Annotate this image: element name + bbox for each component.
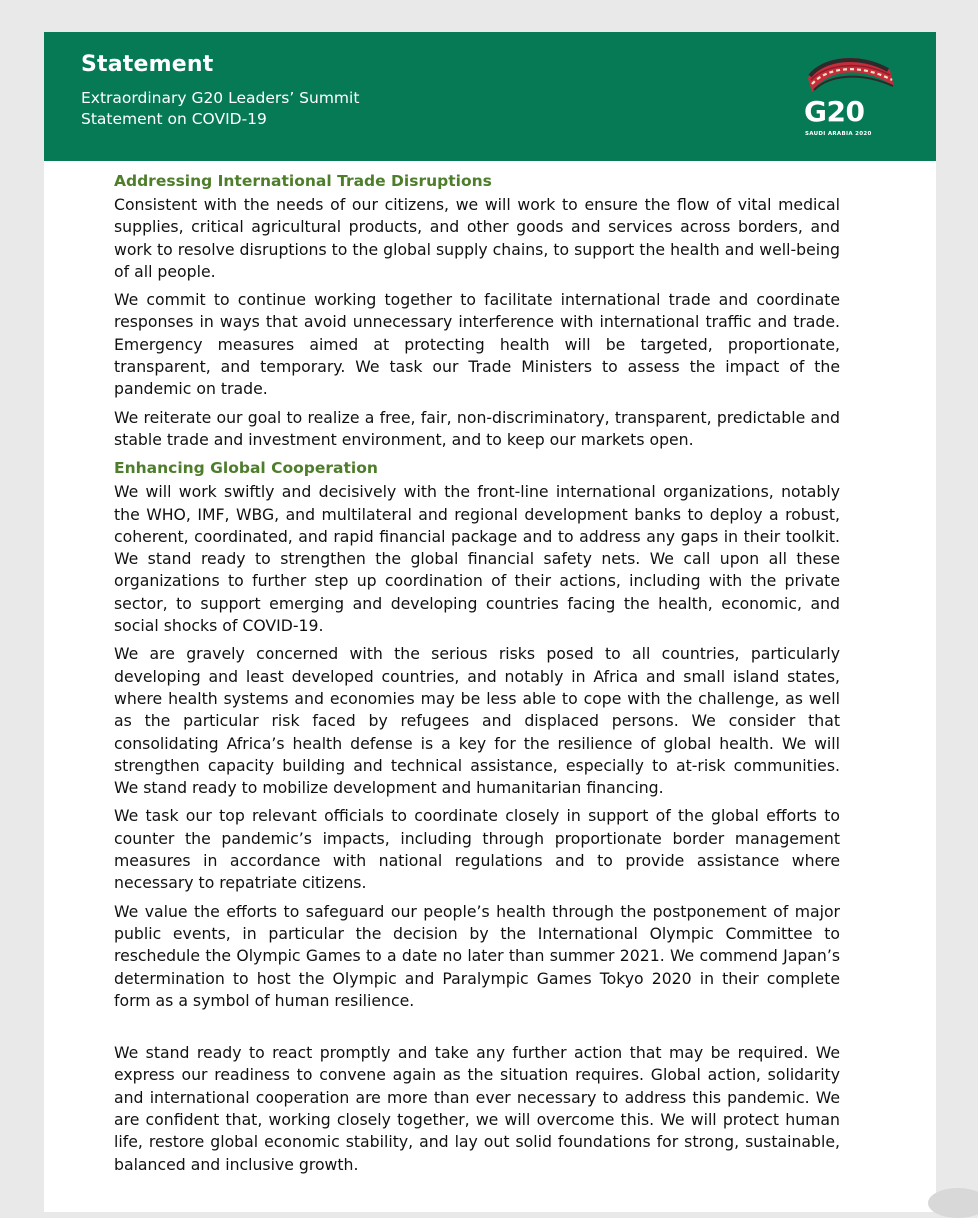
logo-g20-text: G20 — [804, 95, 865, 128]
document-page — [44, 32, 936, 1212]
g20-logo — [802, 52, 902, 142]
page-curl — [928, 1188, 978, 1218]
closing-paragraph: We stand ready to react promptly and take any further action that may be required. We express our readiness to convene again as the situation requires. Global action, solidarity and international cooperation are more than ever necessary to address this pandemic. We are confident that, working closely together, we will overcome this. We will protect human life, restore global economic stability, and lay out solid foundations for strong, sustainable, balanced and inclusive growth. — [114, 1043, 840, 1174]
paragraph: We commit to continue working together to facilitate international trade and coordinate responses in ways that avoid unnecessary interference with international traffic and trade. Emergency measures aimed at protecting health will be targeted, proportionate, transparent, and temporary. We task our Trade Ministers to assess the impact of the pandemic on trade. — [114, 290, 840, 399]
section-heading-cooperation: Enhancing Global Cooperation — [114, 459, 378, 478]
header-subtitle-line-2: Statement on COVID-19 — [81, 110, 267, 128]
header-subtitle — [81, 88, 359, 130]
paragraph: We value the efforts to safeguard our people’s health through the postponement of major public events, in particular the decision by the International Olympic Committee to reschedule the Olympic Games to a date no later than summer 2021. We commend Japan’s determination to host the Olympic and Paralympic Games Tokyo 2020 in their complete form as a symbol of human resilience. — [114, 901, 840, 1010]
section-heading-trade: Addressing International Trade Disruptions — [114, 172, 492, 190]
statement-body — [114, 170, 840, 1182]
paragraph: We reiterate our goal to realize a free, fair, non-discriminatory, transparent, predictable and stable trade and investment environment, and to keep our markets open. — [114, 407, 840, 449]
paragraph: We task our top relevant officials to coordinate closely in support of the global efforts to counter the pandemic’s impacts, including through proportionate border management measures in accordance with national regulations and to provide assistance where necessary to repatriate citizens. — [114, 806, 840, 893]
header-subtitle-line-1: Extraordinary G20 Leaders’ Summit — [81, 89, 360, 107]
paragraph: Consistent with the needs of our citizens, we will work to ensure the flow of vital medical supplies, critical agricultural products, and other goods and services across borders, and work to resolve disruptions to the global supply chains, to support the health and well-being of all people. — [114, 195, 840, 281]
paragraph: We will work swiftly and decisively with the front-line international organizations, notably the WHO, IMF, WBG, and multilateral and regional development banks to deploy a robust, coherent, coordinated, and rapid financial package and to address any gaps in their toolkit. We stand ready to strengthen the global financial safety nets. We call upon all these organizations to further step up coordination of their actions, including with the private sector, to support emerging and developing countries facing the health, economic, and social shocks of COVID-19. — [114, 482, 840, 636]
logo-saudi-arabia-text: SAUDI ARABIA 2020 — [805, 131, 872, 137]
header-title: Statement — [81, 52, 214, 77]
paragraph: We are gravely concerned with the serious risks posed to all countries, particularly developing and least developed countries, and notably in Africa and small island states, where health systems and economies may be less able to cope with the challenge, as well as the particular risk faced by refugees and displaced persons. We consider that consolidating Africa’s health defense is a key for the resilience of global health. We will strengthen capacity building and technical assistance, especially to at-risk communities. We stand ready to mobilize development and humanitarian financing. — [114, 644, 840, 798]
statement-header — [44, 32, 936, 161]
